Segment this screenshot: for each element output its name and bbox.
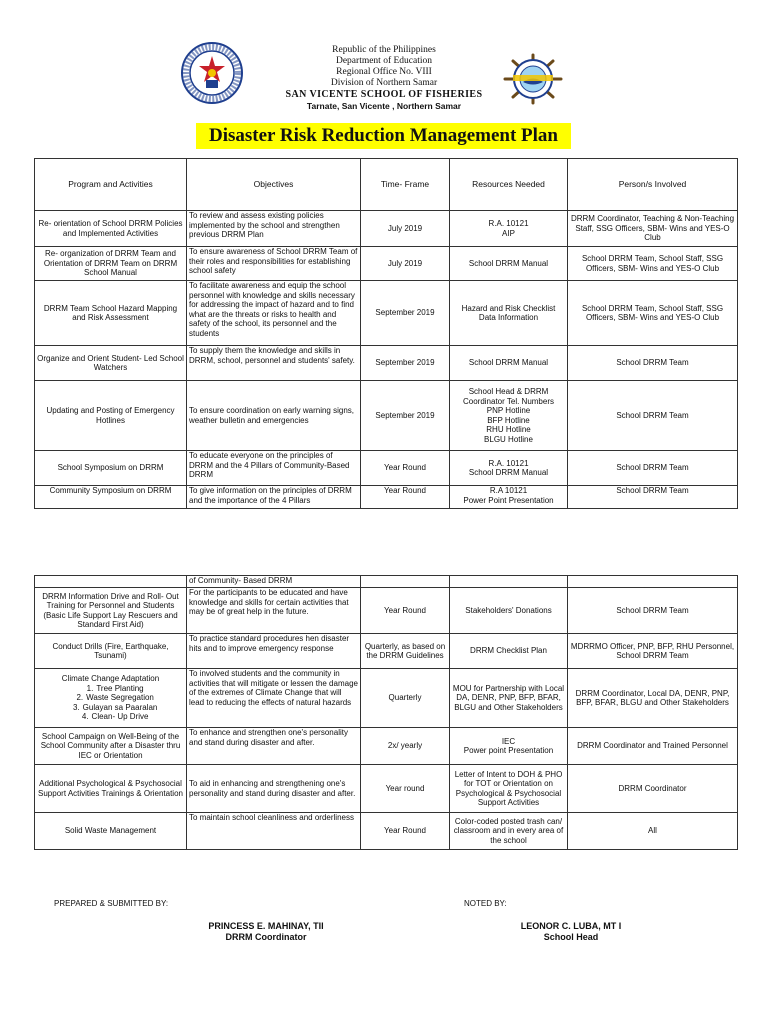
table-row: [35, 381, 738, 451]
objectives-cell: To educate everyone on the principles of DRRM and the 4 Pillars of Community-Based DRRM: [187, 451, 361, 486]
program-cell: Additional Psychological & Psychosocial Support Activities Trainings & Orientation: [35, 765, 187, 813]
program-cell: Updating and Posting of Emergency Hotlines: [35, 381, 187, 451]
prepared-by-label: PREPARED & SUBMITTED BY:: [54, 899, 169, 908]
persons-cell: School DRRM Team: [568, 588, 738, 634]
time-frame-cell: Year Round: [361, 588, 450, 634]
resource-line: School DRRM Manual: [468, 468, 549, 477]
school-name: SAN VICENTE SCHOOL OF FISHERIES: [285, 89, 483, 100]
resources-cell: DRRM Checklist Plan: [450, 634, 568, 669]
resources-cell: [450, 451, 568, 486]
table-row: [35, 669, 738, 728]
resource-line: RHU Hotline: [486, 425, 531, 434]
objectives-cell: For the participants to be educated and have knowledge and skills for certain activities that may be of great help in the future.: [187, 588, 361, 634]
objectives-cell: To facilitate awareness and equip the school personnel with knowledge and skills necessary for addressing the impact of hazard and to find what are the threats or risks to health and safety of the school, its personnel and the students: [187, 281, 361, 346]
objectives-cell: To aid in enhancing and strengthening one's personality and stand during disaster and after.: [187, 765, 361, 813]
noted-by-label: NOTED BY:: [464, 899, 507, 908]
time-frame-cell: Quarterly, as based on the DRRM Guidelines: [361, 634, 450, 669]
resources-cell: [450, 486, 568, 509]
program-cell: School Symposium on DRRM: [35, 451, 187, 486]
program-cell: DRRM Information Drive and Roll- Out Training for Personnel and Students (Basic Life Support Lay Rescuers and Standard First Aid): [35, 588, 187, 634]
time-frame-cell: Year Round: [361, 813, 450, 850]
objectives-cell: To enhance and strengthen one's personality and stand during disaster and after.: [187, 728, 361, 765]
persons-cell: DRRM Coordinator: [568, 765, 738, 813]
persons-cell: MDRRMO Officer, PNP, BFP, RHU Personnel, School DRRM Team: [568, 634, 738, 669]
program-cell: [35, 669, 187, 728]
objectives-cell: To involved students and the community in activities that will mitigate or lessen the damage of the extremes of Climate Change that will lead to reducing the effects of natural hazards: [187, 669, 361, 728]
resources-cell: MOU for Partnership with Local DA, DENR, PNP, BFP, BFAR, BLGU and Other Stakeholders: [450, 669, 568, 728]
resource-line: R.A. 10121: [488, 219, 529, 228]
persons-cell: School DRRM Team, School Staff, SSG Officers, SBM- Wins and YES-O Club: [568, 281, 738, 346]
time-frame-cell: September 2019: [361, 381, 450, 451]
table-header-row: [35, 159, 738, 211]
time-frame-cell: 2x/ yearly: [361, 728, 450, 765]
persons-cell: DRRM Coordinator, Local DA, DENR, PNP, BFP, BFAR, BLGU and Other Stakeholders: [568, 669, 738, 728]
resources-cell: School DRRM Manual: [450, 346, 568, 381]
resources-cell: School DRRM Manual: [450, 247, 568, 281]
resource-line: PNP Hotline: [486, 406, 531, 415]
program-cell: Conduct Drills (Fire, Earthquake, Tsunami): [35, 634, 187, 669]
time-frame-cell: September 2019: [361, 346, 450, 381]
persons-cell: School DRRM Team, School Staff, SSG Officers, SBM- Wins and YES-O Club: [568, 247, 738, 281]
persons-cell: DRRM Coordinator, Teaching & Non-Teaching Staff, SSG Officers, SBM- Wins and YES-O Club: [568, 211, 738, 247]
objectives-cell: To supply them the knowledge and skills in DRRM, school, personnel and students' safety.: [187, 346, 361, 381]
resources-cell: Stakeholders' Donations: [450, 588, 568, 634]
signatory-name: LEONOR C. LUBA, MT I: [520, 921, 622, 931]
objectives-cell: To ensure coordination on early warning signs, weather bulletin and emergencies: [187, 381, 361, 451]
column-header-objectives: Objectives: [187, 159, 361, 211]
resource-line: Data Information: [478, 313, 539, 322]
prepared-by-signatory: [166, 921, 366, 943]
resource-line: IEC: [501, 736, 516, 746]
objectives-cell: To practice standard procedures hen disaster hits and to improve emergency response: [187, 634, 361, 669]
signatory-name: PRINCESS E. MAHINAY, TII: [208, 921, 324, 931]
drrm-plan-table-page-1: [34, 158, 738, 509]
signatory-role: DRRM Coordinator: [225, 932, 307, 942]
table-row: [35, 728, 738, 765]
program-cell: Re- orientation of School DRRM Policies and Implemented Activities: [35, 211, 187, 247]
program-cell: DRRM Team School Hazard Mapping and Risk Assessment: [35, 281, 187, 346]
resources-cell: Letter of Intent to DOH & PHO for TOT or Orientation on Psychological & Psychosocial Support Activities: [450, 765, 568, 813]
objectives-cell: To maintain school cleanliness and orderliness: [187, 813, 361, 850]
column-header-time-frame: Time- Frame: [361, 159, 450, 211]
resources-cell: [450, 728, 568, 765]
resource-line: AIP: [502, 228, 515, 238]
resource-line: Power point Presentation: [463, 746, 554, 755]
time-frame-cell: September 2019: [361, 281, 450, 346]
table-row: [35, 281, 738, 346]
table-row: [35, 211, 738, 247]
resource-line: R.A. 10121: [488, 458, 529, 468]
list-item: 3. Gulayan sa Paaralan: [72, 702, 158, 712]
table-row: [35, 346, 738, 381]
program-title: Climate Change Adaptation: [61, 674, 160, 684]
noted-by-signatory: [471, 921, 671, 943]
resources-cell: [450, 211, 568, 247]
header-line-4: Division of Northern Samar: [330, 78, 438, 88]
table-row: [35, 451, 738, 486]
persons-cell: All: [568, 813, 738, 850]
time-frame-cell: Year Round: [361, 486, 450, 509]
program-cell: Re- organization of DRRM Team and Orientation of DRRM Team on DRRM School Manual: [35, 247, 187, 281]
resource-line: Hazard and Risk Checklist: [461, 303, 556, 313]
column-header-program: Program and Activities: [35, 159, 187, 211]
table-row: [35, 813, 738, 850]
program-cell: [35, 576, 187, 588]
resource-line: Power Point Presentation: [463, 495, 554, 505]
drrm-plan-table-page-2: [34, 575, 738, 850]
time-frame-cell: Year Round: [361, 451, 450, 486]
column-header-persons: Person/s Involved: [568, 159, 738, 211]
persons-cell: [568, 576, 738, 588]
time-frame-cell: Quarterly: [361, 669, 450, 728]
table-row: [35, 576, 738, 588]
document-title: Disaster Risk Reduction Management Plan: [196, 123, 571, 149]
program-cell: Community Symposium on DRRM: [35, 486, 187, 509]
time-frame-cell: [361, 576, 450, 588]
objectives-cell: To review and assess existing policies implemented by the school and strengthen previous DRRM Plan: [187, 211, 361, 247]
persons-cell: School DRRM Team: [568, 451, 738, 486]
resource-line: R.A 10121: [489, 486, 528, 495]
resources-cell: [450, 576, 568, 588]
signatory-role: School Head: [543, 932, 599, 942]
objectives-cell: To give information on the principles of DRRM and the importance of the 4 Pillars: [187, 486, 361, 509]
table-row: [35, 486, 738, 509]
header-line-2: Department of Education: [335, 56, 433, 66]
resources-cell: Color-coded posted trash can/ classroom and in every area of the school: [450, 813, 568, 850]
resource-line: BLGU Hotline: [484, 434, 533, 444]
time-frame-cell: July 2019: [361, 247, 450, 281]
persons-cell: School DRRM Team: [568, 381, 738, 451]
list-item: 2. Waste Segregation: [76, 693, 154, 703]
objectives-continuation-cell: of Community- Based DRRM: [187, 576, 361, 588]
program-cell: School Campaign on Well-Being of the School Community after a Disaster thru IEC or Orientation: [35, 728, 187, 765]
list-item: 4. Clean- Up Drive: [81, 712, 149, 722]
table-row: [35, 634, 738, 669]
table-row: [35, 765, 738, 813]
list-item: 1. Tree Planting: [86, 683, 144, 693]
persons-cell: School DRRM Team: [568, 486, 738, 509]
time-frame-cell: July 2019: [361, 211, 450, 247]
program-cell: Organize and Orient Student- Led School Watchers: [35, 346, 187, 381]
school-fisheries-logo: [499, 53, 567, 105]
resource-line: BFP Hotline: [487, 415, 530, 425]
resources-cell: [450, 281, 568, 346]
climate-activities-list: [37, 684, 184, 722]
header-line-3: Regional Office No. VIII: [336, 67, 432, 77]
time-frame-cell: Year round: [361, 765, 450, 813]
column-header-resources: Resources Needed: [450, 159, 568, 211]
objectives-cell: To ensure awareness of School DRRM Team of their roles and responsibilities for establishing school safety: [187, 247, 361, 281]
resources-cell: [450, 381, 568, 451]
header-line-1: Republic of the Philippines: [332, 45, 436, 55]
school-address: Tarnate, San Vicente , Northern Samar: [306, 101, 462, 111]
table-row: [35, 247, 738, 281]
resource-line: School Head & DRRM Coordinator Tel. Numbers: [462, 387, 554, 406]
persons-cell: DRRM Coordinator and Trained Personnel: [568, 728, 738, 765]
table-row: [35, 588, 738, 634]
persons-cell: School DRRM Team: [568, 346, 738, 381]
program-cell: Solid Waste Management: [35, 813, 187, 850]
